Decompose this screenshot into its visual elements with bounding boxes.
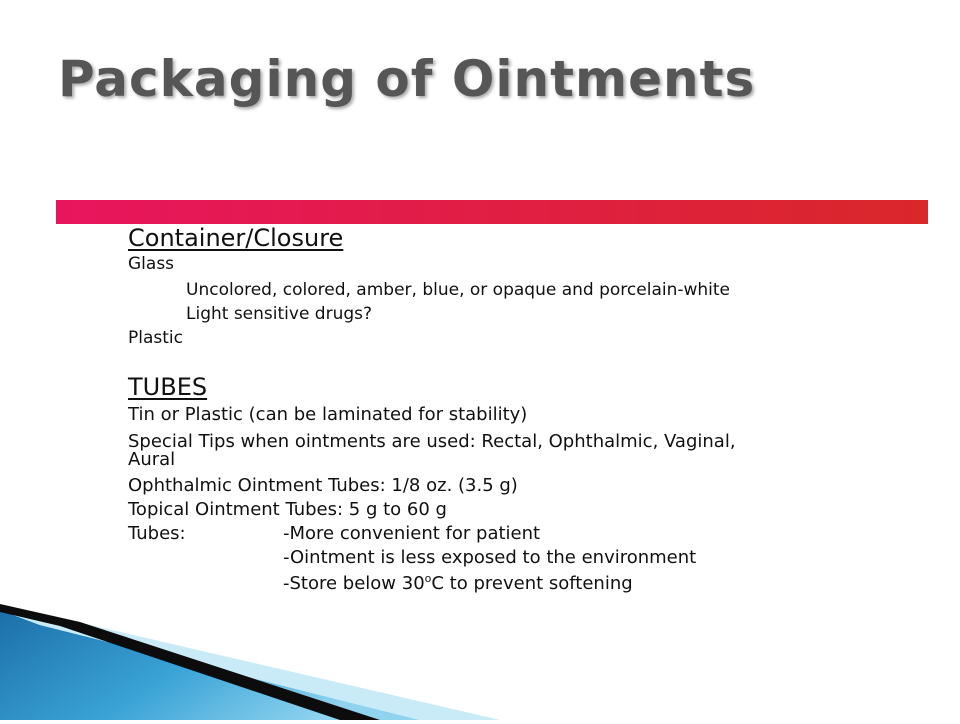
corner-decoration bbox=[0, 590, 500, 720]
tubes-item: Special Tips when ointments are used: Rectal, Ophthalmic, Vaginal, bbox=[128, 431, 736, 452]
plastic-label: Plastic bbox=[128, 328, 183, 348]
section-heading-container-closure: Container/Closure bbox=[128, 224, 344, 252]
storage-text-prefix: -Store below 30 bbox=[283, 573, 425, 594]
accent-bar bbox=[56, 200, 928, 224]
tubes-benefit: -More convenient for patient bbox=[283, 523, 541, 544]
tubes-item-continued: Aural bbox=[128, 449, 176, 470]
tubes-item: Topical Ointment Tubes: 5 g to 60 g bbox=[128, 499, 447, 520]
glass-item: Light sensitive drugs? bbox=[186, 304, 373, 324]
slide-title: Packaging of Ointments bbox=[58, 50, 756, 108]
glass-item: Uncolored, colored, amber, blue, or opaque and porcelain-white bbox=[186, 280, 731, 300]
degree-superscript: o bbox=[424, 572, 432, 585]
tubes-benefits-label: Tubes: bbox=[128, 523, 186, 544]
glass-label: Glass bbox=[128, 254, 175, 274]
storage-text-suffix: C to prevent softening bbox=[431, 573, 633, 594]
tubes-benefit: -Ointment is less exposed to the environment bbox=[283, 547, 697, 568]
tubes-item: Tin or Plastic (can be laminated for stability) bbox=[128, 404, 528, 425]
tubes-item: Ophthalmic Ointment Tubes: 1/8 oz. (3.5 g) bbox=[128, 475, 518, 496]
tubes-benefits-row bbox=[128, 525, 540, 544]
section-heading-tubes: TUBES bbox=[128, 373, 208, 401]
